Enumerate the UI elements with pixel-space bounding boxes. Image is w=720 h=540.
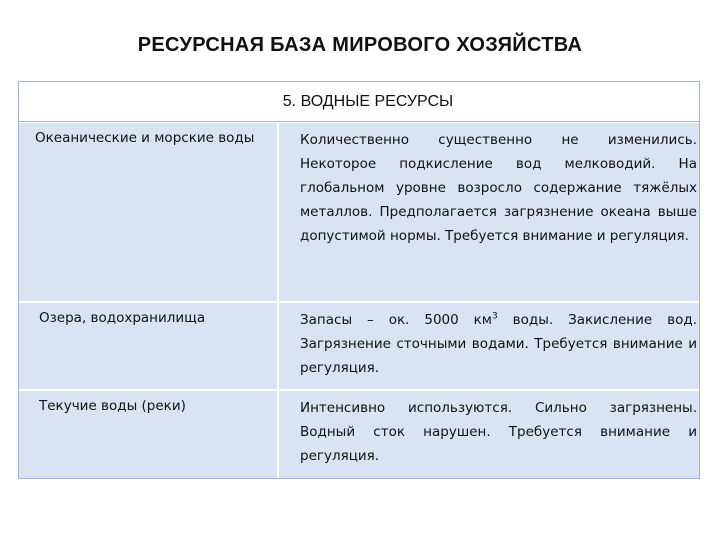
table-header: 5. ВОДНЫЕ РЕСУРСЫ — [19, 82, 699, 122]
resource-description-cell — [279, 303, 699, 389]
superscript: 3 — [492, 311, 498, 322]
table-row — [19, 122, 699, 301]
resource-name-cell: Текучие воды (реки) — [19, 391, 277, 478]
resource-description-cell: Количественно существенно не изменились. Некоторое подкисление вод мелководий. На глобальном уровне возросло содержание тяжёлых металлов. Предполагается загрязнение океана выше допустимой нормы. Требуется внимание и регуляция. — [279, 123, 699, 301]
description-text: воды. Закисление вод. Загрязнение сточными водами. Требуется внимание и регуляция. — [300, 312, 697, 376]
table-row — [19, 389, 699, 478]
resource-description-cell: Интенсивно используются. Сильно загрязнены. Водный сток нарушен. Требуется внимание и регуляция. — [279, 391, 699, 478]
resource-name-cell: Озера, водохранилища — [19, 303, 277, 389]
page-title: РЕСУРСНАЯ БАЗА МИРОВОГО ХОЗЯЙСТВА — [137, 34, 583, 56]
water-resources-table — [18, 81, 700, 479]
description-text: Запасы – ок. 5000 км — [300, 312, 492, 328]
resource-name-cell: Океанические и морские воды — [19, 123, 277, 301]
table-row — [19, 301, 699, 389]
